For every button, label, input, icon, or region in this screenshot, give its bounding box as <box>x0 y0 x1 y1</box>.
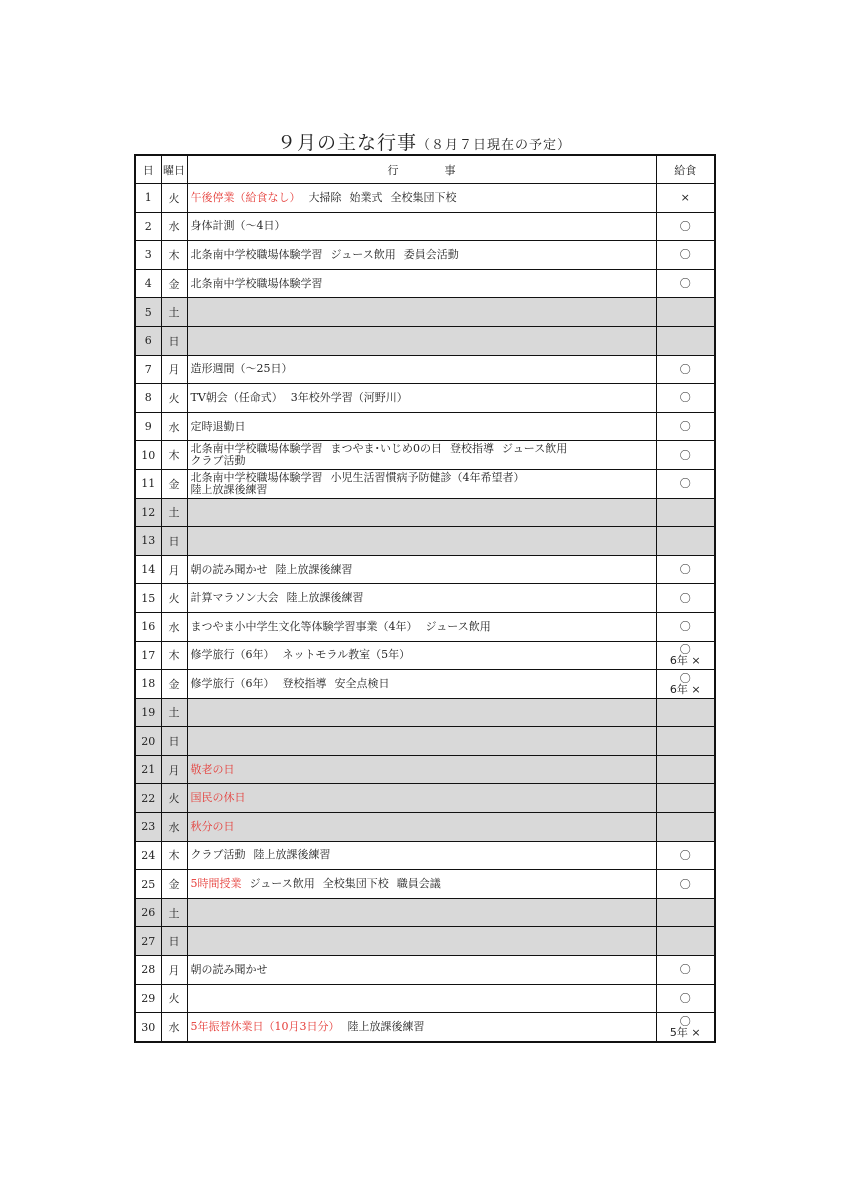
lunch-cell <box>656 670 715 699</box>
lunch-cell <box>656 898 715 927</box>
weekday-cell: 月 <box>161 555 187 584</box>
lunch-mark: 〇 <box>679 848 691 862</box>
table-row <box>135 441 715 470</box>
events-cell <box>187 670 656 699</box>
events-cell <box>187 898 656 927</box>
day-cell: 27 <box>135 927 161 956</box>
event-item-highlight: 国民の休日 <box>190 791 246 805</box>
table-row <box>135 984 715 1013</box>
event-item: ネットモラル教室（5年） <box>282 648 411 662</box>
weekday-cell: 火 <box>161 984 187 1013</box>
lunch-mark: × <box>680 191 690 205</box>
events-cell <box>187 326 656 355</box>
weekday-cell: 水 <box>161 1013 187 1042</box>
events-cell <box>187 870 656 899</box>
weekday-cell: 火 <box>161 384 187 413</box>
lunch-cell <box>656 755 715 784</box>
lunch-cell <box>656 927 715 956</box>
lunch-cell <box>656 612 715 641</box>
event-item: 職員会議 <box>396 877 441 891</box>
lunch-cell <box>656 727 715 756</box>
weekday-cell: 水 <box>161 813 187 842</box>
lunch-cell <box>656 984 715 1013</box>
event-item: 陸上放課後練習 <box>253 848 331 862</box>
lunch-cell <box>656 241 715 270</box>
event-line <box>191 363 656 375</box>
lunch-cell <box>656 813 715 842</box>
event-item: 陸上放課後練習 <box>190 482 268 496</box>
lunch-cell <box>656 698 715 727</box>
lunch-cell <box>656 841 715 870</box>
events-cell <box>187 469 656 498</box>
header-events-a: 行 <box>387 163 399 177</box>
event-item: まつやま小中学生文化等体験学習事業（4年） <box>190 619 418 633</box>
table-row <box>135 555 715 584</box>
schedule-table <box>134 154 716 1043</box>
weekday-cell: 土 <box>161 698 187 727</box>
events-cell <box>187 498 656 527</box>
table-row <box>135 184 715 213</box>
day-cell: 22 <box>135 784 161 813</box>
lunch-cell <box>656 498 715 527</box>
event-item-highlight: 秋分の日 <box>190 819 235 833</box>
day-cell: 9 <box>135 412 161 441</box>
table-row <box>135 813 715 842</box>
lunch-cell <box>656 641 715 670</box>
event-line <box>191 649 656 661</box>
weekday-cell: 日 <box>161 527 187 556</box>
events-cell <box>187 555 656 584</box>
lunch-cell <box>656 355 715 384</box>
weekday-cell: 火 <box>161 184 187 213</box>
lunch-mark: 〇 <box>679 362 691 376</box>
header-dow <box>161 155 187 184</box>
event-line <box>191 621 656 633</box>
events-cell <box>187 727 656 756</box>
lunch-mark: 〇 <box>679 219 691 233</box>
event-item: 陸上放課後練習 <box>275 562 353 576</box>
lunch-mark: 5年 × <box>669 1026 701 1040</box>
event-line <box>191 821 656 833</box>
event-item: 安全点検日 <box>334 676 390 690</box>
events-cell <box>187 698 656 727</box>
day-cell: 30 <box>135 1013 161 1042</box>
day-cell: 14 <box>135 555 161 584</box>
events-cell <box>187 212 656 241</box>
event-line <box>191 678 656 690</box>
table-row <box>135 956 715 985</box>
table-row <box>135 698 715 727</box>
event-item: クラブ活動 <box>190 848 246 862</box>
day-cell: 11 <box>135 469 161 498</box>
event-item: 北条南中学校職場体験学習 <box>190 442 323 456</box>
lunch-mark: 〇 <box>679 991 691 1005</box>
weekday-cell: 水 <box>161 212 187 241</box>
event-item: まつやま･いじめ0の日 <box>330 442 442 456</box>
weekday-cell: 木 <box>161 441 187 470</box>
header-dow-label: 曜日 <box>163 163 185 177</box>
day-cell: 28 <box>135 956 161 985</box>
table-row <box>135 469 715 498</box>
lunch-cell <box>656 870 715 899</box>
day-cell: 10 <box>135 441 161 470</box>
event-line <box>191 564 656 576</box>
lunch-mark: 〇 <box>679 643 691 657</box>
table-row <box>135 241 715 270</box>
event-item: 大掃除 <box>308 190 342 204</box>
table-row <box>135 384 715 413</box>
event-item: 始業式 <box>349 190 383 204</box>
event-line <box>191 392 656 404</box>
table-row <box>135 527 715 556</box>
table-row <box>135 612 715 641</box>
weekday-cell: 木 <box>161 841 187 870</box>
weekday-cell: 火 <box>161 784 187 813</box>
lunch-cell <box>656 212 715 241</box>
weekday-cell: 木 <box>161 641 187 670</box>
event-item: 朝の読み聞かせ <box>190 962 268 976</box>
event-item: 北条南中学校職場体験学習 <box>190 247 323 261</box>
event-line <box>191 792 656 804</box>
events-cell <box>187 1013 656 1042</box>
weekday-cell: 日 <box>161 727 187 756</box>
lunch-mark: 〇 <box>679 963 691 977</box>
table-row <box>135 784 715 813</box>
weekday-cell: 木 <box>161 241 187 270</box>
header-events-b: 事 <box>444 163 456 177</box>
table-row <box>135 841 715 870</box>
event-item: 登校指導 <box>282 676 327 690</box>
table-header-row <box>135 155 715 184</box>
event-line <box>191 964 656 976</box>
header-lunch: 給食 <box>656 155 715 184</box>
events-cell <box>187 355 656 384</box>
table-row <box>135 412 715 441</box>
event-line <box>191 249 656 261</box>
table-row <box>135 927 715 956</box>
events-cell <box>187 641 656 670</box>
event-item: ジュース飲用 <box>425 619 491 633</box>
lunch-cell <box>656 269 715 298</box>
weekday-cell: 金 <box>161 870 187 899</box>
day-cell: 6 <box>135 326 161 355</box>
events-cell <box>187 269 656 298</box>
table-row <box>135 355 715 384</box>
events-cell <box>187 927 656 956</box>
lunch-cell <box>656 784 715 813</box>
lunch-mark: 〇 <box>679 391 691 405</box>
events-cell <box>187 527 656 556</box>
event-line <box>191 592 656 604</box>
events-cell <box>187 612 656 641</box>
table-row <box>135 898 715 927</box>
lunch-mark: 〇 <box>679 448 691 462</box>
event-line <box>191 849 656 861</box>
lunch-cell <box>656 326 715 355</box>
lunch-cell <box>656 469 715 498</box>
event-item: クラブ活動 <box>190 454 246 468</box>
events-cell <box>187 184 656 213</box>
events-cell <box>187 584 656 613</box>
event-item: 全校集団下校 <box>390 190 457 204</box>
event-line <box>191 443 656 455</box>
weekday-cell: 水 <box>161 612 187 641</box>
event-line <box>191 192 656 204</box>
events-cell <box>187 384 656 413</box>
header-events <box>187 155 656 184</box>
day-cell: 25 <box>135 870 161 899</box>
day-cell: 1 <box>135 184 161 213</box>
events-cell <box>187 984 656 1013</box>
event-item-highlight: 敬老の日 <box>190 762 235 776</box>
event-item: 修学旅行（6年） <box>190 648 275 662</box>
day-cell: 3 <box>135 241 161 270</box>
page-title-main: ９月の主な行事 <box>276 132 417 154</box>
lunch-mark: 〇 <box>679 420 691 434</box>
weekday-cell: 日 <box>161 927 187 956</box>
weekday-cell: 日 <box>161 326 187 355</box>
day-cell: 23 <box>135 813 161 842</box>
table-row <box>135 755 715 784</box>
weekday-cell: 水 <box>161 412 187 441</box>
day-cell: 15 <box>135 584 161 613</box>
weekday-cell: 月 <box>161 355 187 384</box>
event-item: 陸上放課後練習 <box>286 591 364 605</box>
lunch-cell <box>656 1013 715 1042</box>
day-cell: 16 <box>135 612 161 641</box>
day-cell: 18 <box>135 670 161 699</box>
event-line <box>191 1021 656 1033</box>
events-cell <box>187 412 656 441</box>
events-cell <box>187 784 656 813</box>
lunch-cell <box>656 555 715 584</box>
table-row <box>135 1013 715 1042</box>
event-line <box>191 764 656 776</box>
lunch-mark: 〇 <box>679 248 691 262</box>
table-row <box>135 498 715 527</box>
event-item: TV朝会（任命式） <box>190 390 283 404</box>
day-cell: 5 <box>135 298 161 327</box>
header-day: 日 <box>135 155 161 184</box>
event-item: 小児生活習慣病予防健診（4年希望者） <box>330 470 525 484</box>
event-line <box>191 878 656 890</box>
event-item: ジュース飲用 <box>330 247 396 261</box>
lunch-mark: 〇 <box>679 620 691 634</box>
event-item: ジュース飲用 <box>249 877 315 891</box>
page-title <box>134 128 714 155</box>
lunch-mark: 〇 <box>679 477 691 491</box>
day-cell: 2 <box>135 212 161 241</box>
day-cell: 20 <box>135 727 161 756</box>
weekday-cell: 月 <box>161 956 187 985</box>
event-item: 全校集団下校 <box>322 877 389 891</box>
event-item: 計算マラソン大会 <box>190 591 279 605</box>
table-row <box>135 584 715 613</box>
event-line <box>191 220 656 232</box>
event-item: ジュース飲用 <box>502 442 568 456</box>
event-item: 北条南中学校職場体験学習 <box>190 470 323 484</box>
events-cell <box>187 956 656 985</box>
event-item: 朝の読み聞かせ <box>190 562 268 576</box>
day-cell: 19 <box>135 698 161 727</box>
event-item: 登校指導 <box>450 442 494 456</box>
weekday-cell: 金 <box>161 670 187 699</box>
lunch-mark: 〇 <box>679 671 691 685</box>
event-item: 北条南中学校職場体験学習 <box>190 276 323 290</box>
event-item: 委員会活動 <box>403 247 459 261</box>
table-row <box>135 298 715 327</box>
day-cell: 13 <box>135 527 161 556</box>
event-item: 造形週間（～25日） <box>190 362 293 376</box>
event-item: 3年校外学習（河野川） <box>290 390 408 404</box>
table-row <box>135 641 715 670</box>
lunch-mark: 〇 <box>679 877 691 891</box>
event-line <box>191 278 656 290</box>
lunch-mark: 〇 <box>679 277 691 291</box>
event-item: 身体計測（～4日） <box>190 219 286 233</box>
event-item: 修学旅行（6年） <box>190 676 275 690</box>
events-cell <box>187 298 656 327</box>
events-cell <box>187 241 656 270</box>
lunch-mark: 〇 <box>679 563 691 577</box>
day-cell: 26 <box>135 898 161 927</box>
lunch-cell <box>656 384 715 413</box>
lunch-cell <box>656 441 715 470</box>
day-cell: 21 <box>135 755 161 784</box>
table-row <box>135 212 715 241</box>
events-cell <box>187 441 656 470</box>
table-row <box>135 870 715 899</box>
table-row <box>135 269 715 298</box>
event-line <box>191 421 656 433</box>
day-cell: 29 <box>135 984 161 1013</box>
lunch-cell <box>656 412 715 441</box>
table-row <box>135 670 715 699</box>
lunch-cell <box>656 184 715 213</box>
weekday-cell: 火 <box>161 584 187 613</box>
lunch-cell <box>656 956 715 985</box>
table-row <box>135 326 715 355</box>
day-cell: 8 <box>135 384 161 413</box>
lunch-cell <box>656 584 715 613</box>
page-title-sub: （８月７日現在の予定） <box>417 138 572 153</box>
lunch-mark: 6年 × <box>669 654 701 668</box>
day-cell: 17 <box>135 641 161 670</box>
weekday-cell: 土 <box>161 298 187 327</box>
lunch-mark: 〇 <box>679 591 691 605</box>
events-cell <box>187 841 656 870</box>
lunch-cell <box>656 527 715 556</box>
weekday-cell: 金 <box>161 269 187 298</box>
lunch-mark: 6年 × <box>669 682 701 696</box>
events-cell <box>187 813 656 842</box>
event-item-highlight: 5年振替休業日（10月3日分） <box>190 1020 340 1034</box>
event-item-highlight: 5時間授業 <box>190 877 242 891</box>
lunch-cell <box>656 298 715 327</box>
weekday-cell: 土 <box>161 498 187 527</box>
weekday-cell: 月 <box>161 755 187 784</box>
weekday-cell: 金 <box>161 469 187 498</box>
event-item: 陸上放課後練習 <box>347 1020 425 1034</box>
day-cell: 12 <box>135 498 161 527</box>
event-line <box>191 455 656 467</box>
events-cell <box>187 755 656 784</box>
table-row <box>135 727 715 756</box>
event-item-highlight: 午後停業（給食なし） <box>190 190 301 204</box>
weekday-cell: 土 <box>161 898 187 927</box>
event-item: 定時退勤日 <box>190 419 246 433</box>
lunch-mark: 〇 <box>679 1015 691 1029</box>
event-line <box>191 484 656 496</box>
day-cell: 7 <box>135 355 161 384</box>
day-cell: 24 <box>135 841 161 870</box>
day-cell: 4 <box>135 269 161 298</box>
